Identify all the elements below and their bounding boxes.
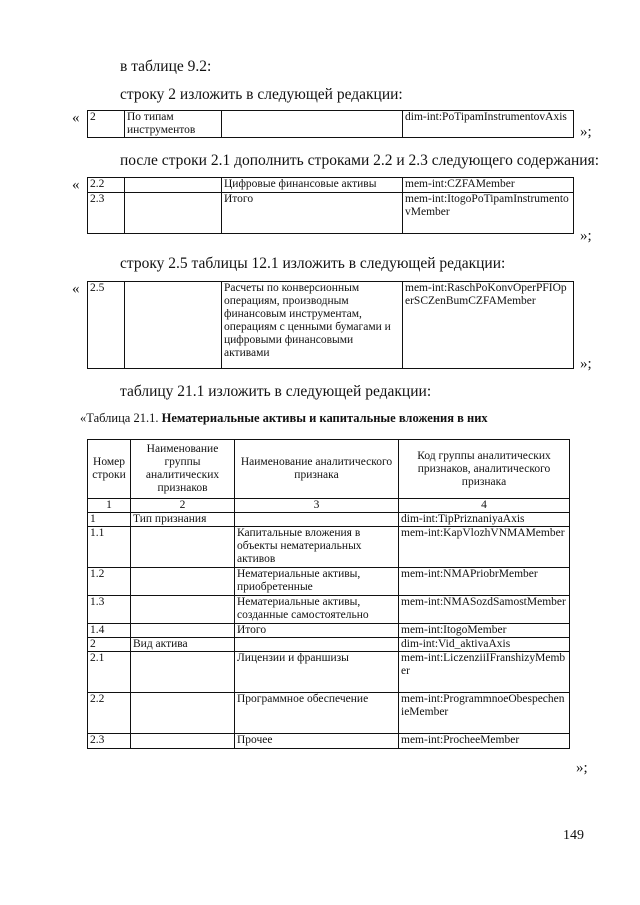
cell-group <box>131 624 235 638</box>
cell-group <box>131 734 235 749</box>
table-row2 <box>87 110 574 138</box>
row2-instruction: строку 2 изложить в следующей редакции: <box>120 86 403 103</box>
cell-num: 2 <box>88 638 131 652</box>
column-number: 3 <box>235 499 399 513</box>
close-quote: »; <box>576 760 588 776</box>
caption-title: Нематериальные активы и капитальные вложения в них <box>161 411 488 425</box>
table-row <box>88 734 570 749</box>
header-cell-1: Номер строки <box>88 440 131 499</box>
intro-line: в таблице 9.2: <box>120 58 212 75</box>
cell-num: 2.2 <box>88 693 131 734</box>
table-row <box>88 178 574 193</box>
table-row <box>88 513 570 527</box>
cell-feature: Итого <box>235 624 399 638</box>
cell-code: mem-int:RaschPoKonvOperPFIOperSCZenBumCZFAMember <box>403 282 574 369</box>
cell-code: dim-int:TipPriznaniyaAxis <box>399 513 570 527</box>
cell-feature: Итого <box>222 193 403 234</box>
cell-feature <box>235 513 399 527</box>
header-row <box>88 440 570 499</box>
cell-code: dim-int:Vid_aktivaAxis <box>399 638 570 652</box>
table-row <box>88 282 574 369</box>
after21-instruction: после строки 2.1 дополнить строками 2.2 и 2.3 следующего содержания: <box>120 152 600 169</box>
caption-prefix: «Таблица 21.1. <box>80 411 162 425</box>
cell-feature: Нематериальные активы, созданные самостоятельно <box>235 596 399 624</box>
cell-group <box>131 527 235 568</box>
column-number: 4 <box>399 499 570 513</box>
cell-group <box>131 568 235 596</box>
cell-group <box>125 178 222 193</box>
cell-feature: Цифровые финансовые активы <box>222 178 403 193</box>
cell-code: mem-int:ItogoMember <box>399 624 570 638</box>
open-quote: « <box>72 281 80 297</box>
table-row <box>88 693 570 734</box>
cell-feature: Капитальные вложения в объекты нематериальных активов <box>235 527 399 568</box>
cell-group <box>131 596 235 624</box>
cell-num: 2.1 <box>88 652 131 693</box>
table-row25 <box>87 281 574 369</box>
table-row <box>88 638 570 652</box>
cell-num: 2.3 <box>88 734 131 749</box>
cell-group <box>125 193 222 234</box>
cell-group <box>125 282 222 369</box>
table-row <box>88 527 570 568</box>
header-cell-4: Код группы аналитических признаков, аналитического признака <box>399 440 570 499</box>
table-row <box>88 596 570 624</box>
cell-group: По типам инструментов <box>125 111 222 138</box>
cell-code: dim-int:PoTipamInstrumentovAxis <box>403 111 574 138</box>
cell-group <box>131 652 235 693</box>
cell-num: 2.5 <box>88 282 125 369</box>
t211-instruction: таблицу 21.1 изложить в следующей редакции: <box>120 383 432 400</box>
cell-num: 2 <box>88 111 125 138</box>
table-row <box>88 568 570 596</box>
row25-instruction: строку 2.5 таблицы 12.1 изложить в следующей редакции: <box>120 255 506 272</box>
column-number-row <box>88 499 570 513</box>
cell-feature: Программное обеспечение <box>235 693 399 734</box>
cell-feature <box>222 111 403 138</box>
table-row <box>88 193 574 234</box>
table-row <box>88 111 574 138</box>
cell-num: 2.3 <box>88 193 125 234</box>
table-row <box>88 624 570 638</box>
cell-num: 1 <box>88 513 131 527</box>
cell-code: mem-int:ProcheeMember <box>399 734 570 749</box>
table-21-1 <box>87 439 570 749</box>
cell-code: mem-int:KapVlozhVNMAMember <box>399 527 570 568</box>
page-number: 149 <box>563 828 584 843</box>
cell-group: Тип признания <box>131 513 235 527</box>
table-row <box>88 652 570 693</box>
cell-code: mem-int:LiczenziiIFranshizyMember <box>399 652 570 693</box>
cell-code: mem-int:CZFAMember <box>403 178 574 193</box>
close-quote: »; <box>580 356 592 372</box>
column-number: 1 <box>88 499 131 513</box>
cell-code: mem-int:ItogoPoTipamInstrumentovMember <box>403 193 574 234</box>
table-after21 <box>87 177 574 234</box>
close-quote: »; <box>580 228 592 244</box>
open-quote: « <box>72 110 80 126</box>
cell-num: 1.2 <box>88 568 131 596</box>
cell-feature: Лицензии и франшизы <box>235 652 399 693</box>
open-quote: « <box>72 177 80 193</box>
cell-feature <box>235 638 399 652</box>
cell-num: 1.4 <box>88 624 131 638</box>
table-caption <box>80 411 488 426</box>
close-quote: »; <box>580 124 592 140</box>
header-cell-2: Наименование группы аналитических признаков <box>131 440 235 499</box>
cell-code: mem-int:ProgrammnoeObespecheniеMember <box>399 693 570 734</box>
column-number: 2 <box>131 499 235 513</box>
cell-feature: Расчеты по конверсионным операциям, производным финансовым инструментам, операциям с ценными бумагами и цифровыми финансовыми активами <box>222 282 403 369</box>
cell-feature: Прочее <box>235 734 399 749</box>
cell-feature: Нематериальные активы, приобретенные <box>235 568 399 596</box>
cell-code: mem-int:NMAPriobrMember <box>399 568 570 596</box>
header-cell-3: Наименование аналитического признака <box>235 440 399 499</box>
cell-group: Вид актива <box>131 638 235 652</box>
cell-group <box>131 693 235 734</box>
cell-code: mem-int:NMASozdSamostMember <box>399 596 570 624</box>
cell-num: 1.3 <box>88 596 131 624</box>
cell-num: 2.2 <box>88 178 125 193</box>
cell-num: 1.1 <box>88 527 131 568</box>
